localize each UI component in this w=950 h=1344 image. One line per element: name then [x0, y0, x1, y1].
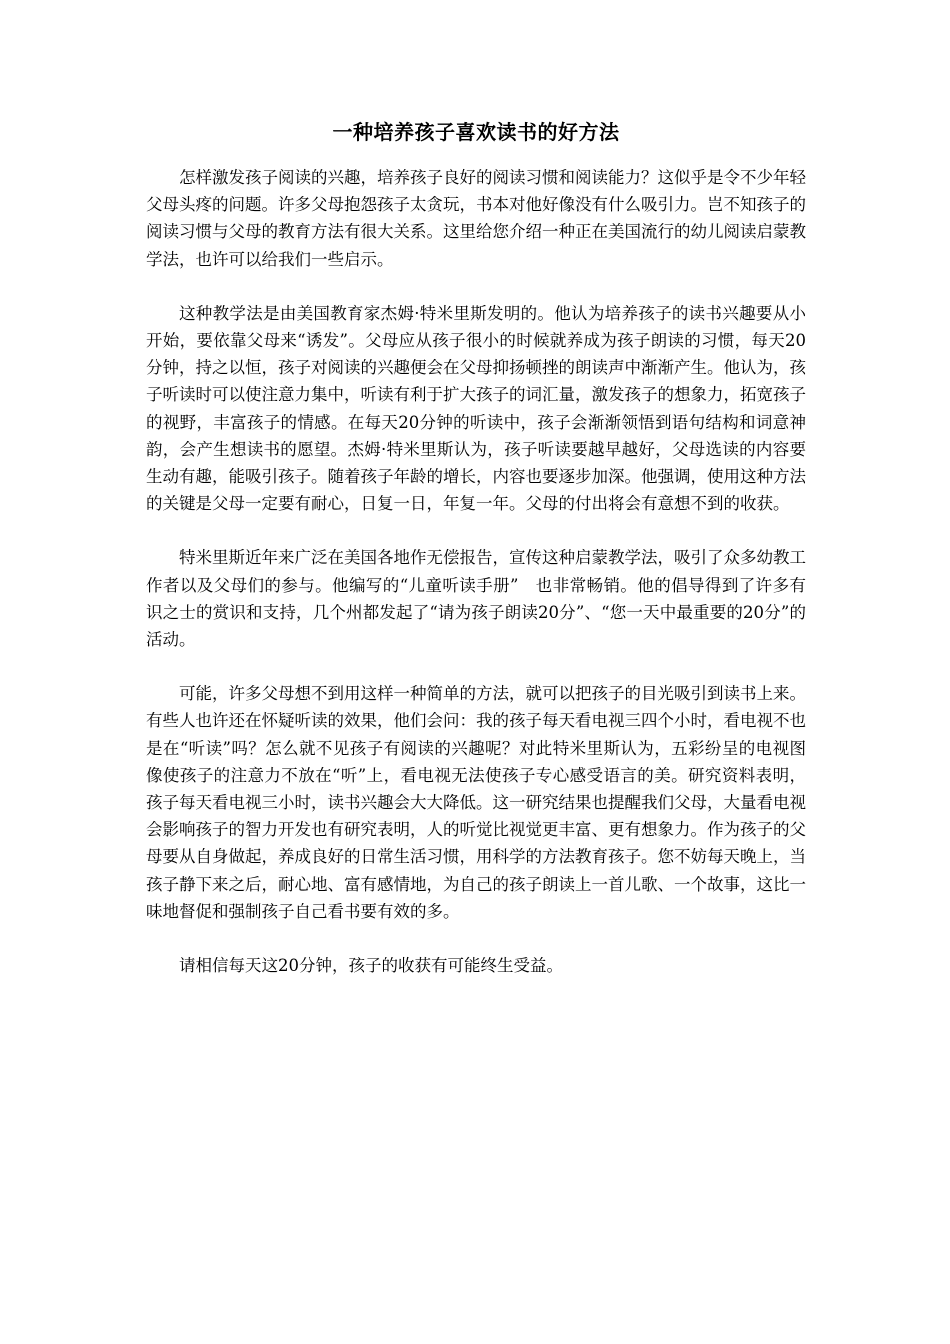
paragraph-4: 可能，许多父母想不到用这样一种简单的方法，就可以把孩子的目光吸引到读书上来。有些人也许还在怀疑听读的效果，他们会问：我的孩子每天看电视三四个小时，看电视不也是在“听读”吗？怎么就不见孩子有阅读的兴趣呢？对此特米里斯认为，五彩纷呈的电视图像使孩子的注意力不放在“听”上，看电视无法使孩子专心感受语言的美。研究资料表明，孩子每天看电视三小时，读书兴趣会大大降低。这一研究结果也提醒我们父母，大量看电视会影响孩子的智力开发也有研究表明，人的听觉比视觉更丰富、更有想象力。作为孩子的父母要从自身做起，养成良好的日常生活习惯，用科学的方法教育孩子。您不妨每天晚上，当孩子静下来之后，耐心地、富有感情地，为自己的孩子朗读上一首儿歌、一个故事，这比一味地督促和强制孩子自己看书要有效的多。	[146, 684, 806, 921]
paragraph-1: 怎样激发孩子阅读的兴趣，培养孩子良好的阅读习惯和阅读能力？这似乎是令不少年轻父母头疼的问题。许多父母抱怨孩子太贪玩，书本对他好像没有什么吸引力。岂不知孩子的阅读习惯与父母的教育方法有很大关系。这里给您介绍一种正在美国流行的幼儿阅读启蒙教学法，也许可以给我们一些启示。	[146, 168, 806, 269]
paragraph-3: 特米里斯近年来广泛在美国各地作无偿报告，宣传这种启蒙教学法，吸引了众多幼教工作者以及父母们的参与。他编写的“儿童听读手册” 也非常畅销。他的倡导得到了许多有识之士的赏识和支持，几个州都发起了“请为孩子朗读20分”、“您一天中最重要的20分”的活动。	[146, 548, 806, 650]
paragraph-2: 这种教学法是由美国教育家杰姆·特米里斯发明的。他认为培养孩子的读书兴趣要从小开始，要依靠父母来“诱发”。父母应从孩子很小的时候就养成为孩子朗读的习惯，每天20分钟，持之以恒，孩子对阅读的兴趣便会在父母抑扬顿挫的朗读声中渐渐产生。他认为，孩子听读时可以使注意力集中，听读有利于扩大孩子的词汇量，激发孩子的想象力，拓宽孩子的视野，丰富孩子的情感。在每天20分钟的听读中，孩子会渐渐领悟到语句结构和词意神韵，会产生想读书的愿望。杰姆·特米里斯认为，孩子听读要越早越好，父母选读的内容要生动有趣，能吸引孩子。随着孩子年龄的增长，内容也要逐步加深。他强调，使用这种方法的关键是父母一定要有耐心，日复一日，年复一年。父母的付出将会有意想不到的收获。	[146, 303, 806, 514]
document-title: 一种培养孩子喜欢读书的好方法	[332, 120, 620, 144]
document-body	[146, 118, 806, 1006]
paragraph-5: 请相信每天这20分钟，孩子的收获有可能终生受益。	[179, 956, 563, 976]
